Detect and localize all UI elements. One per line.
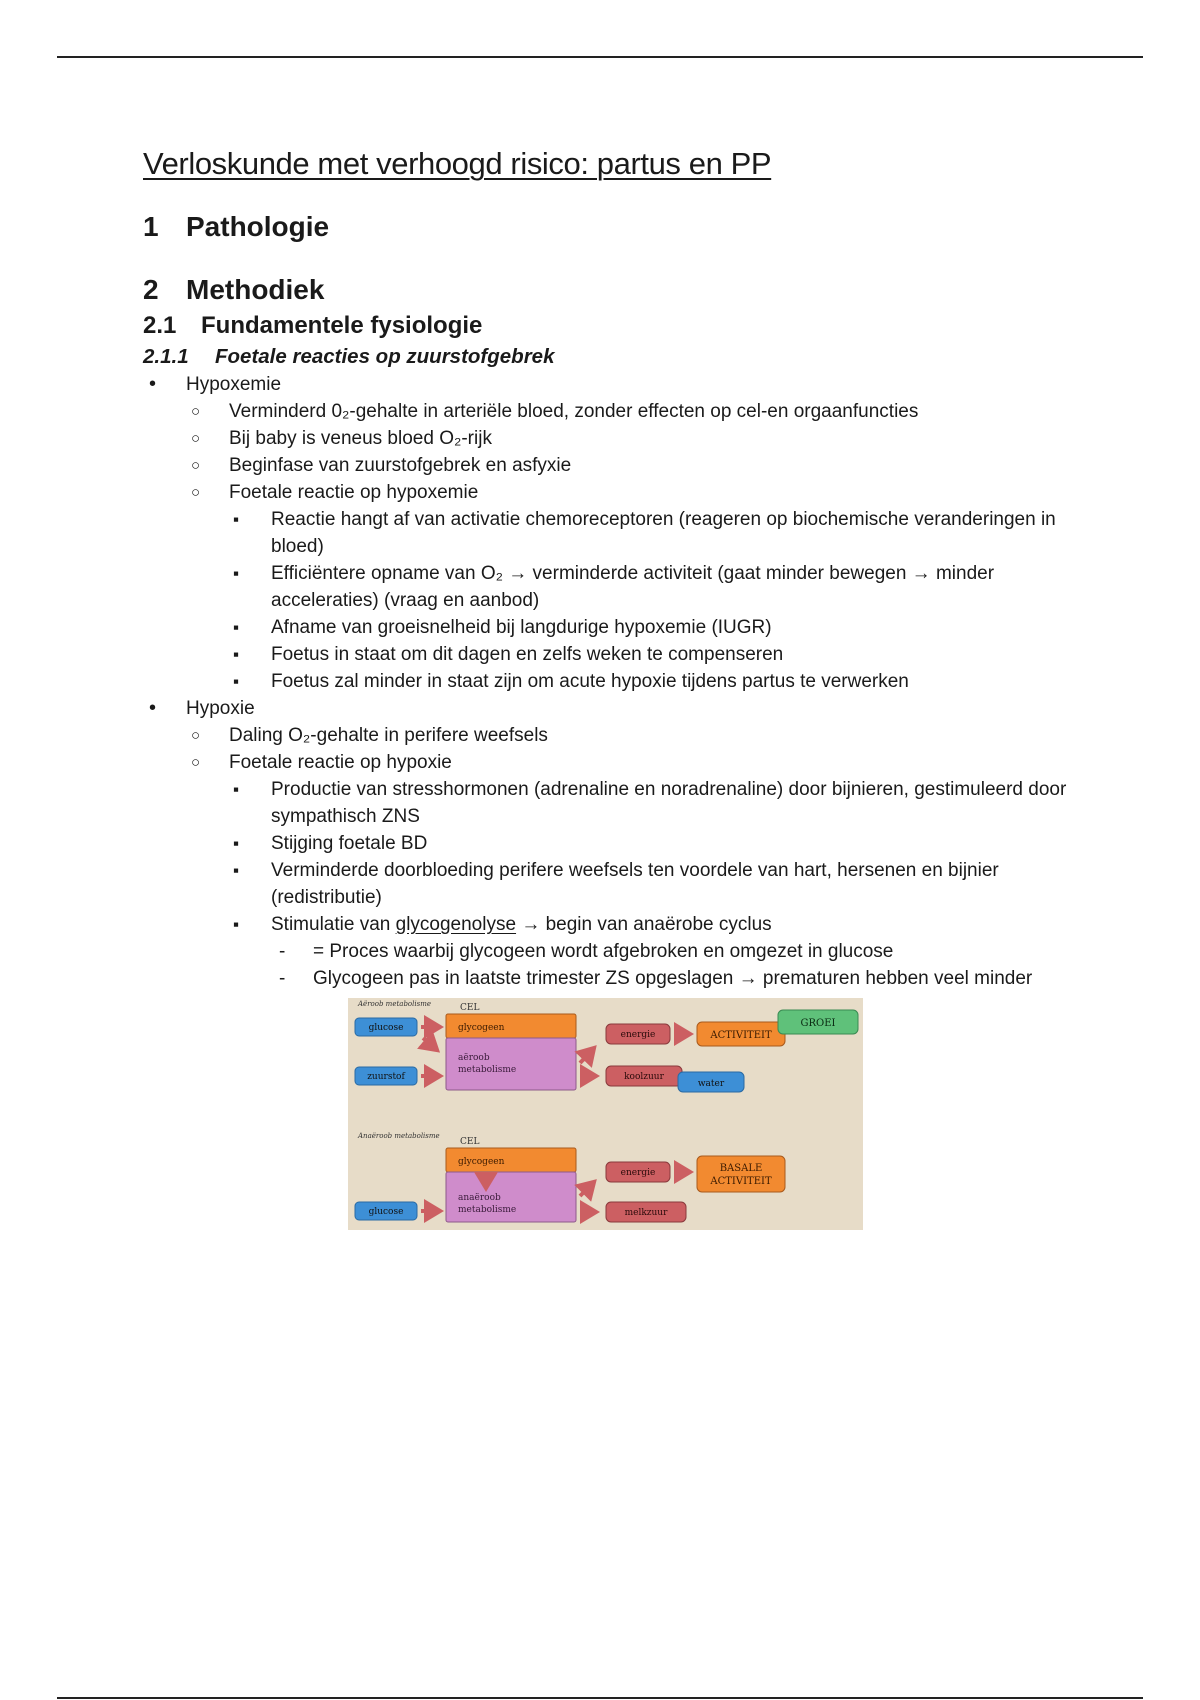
- energie-label: energie: [620, 1030, 656, 1040]
- list-item: ▪ Productie van stresshormonen (adrenaline en noradrenaline) door bijnieren, gestimuleerd door sympathisch ZNS: [229, 776, 1083, 830]
- list-item-hypoxemie: • Hypoxemie ○ Verminderd 0₂-gehalte in arteriële bloed, zonder effecten op cel-en orgaanfuncties ○ Bij baby is veneus bloed O₂-rijk ○ Beginfase van zuurstofgebrek en asfyxie ○ Foetale reactie op hypoxemie ▪ Reactie hangt af van activatie chemoreceptoren (reageren op biochemische veranderingen in bloed) ▪ Efficiëntere opname van O₂ → verminderde activiteit (gaat minder bewegen → minder acceleraties) (vraag en aanbod) ▪ Afname van groeisnelheid bij langdurige hypoxemie (IUGR) ▪ Foetus in staat om dit dagen en zelfs weken te compenseren ▪ Foetus zal minder in staat zijn om acute hypoxie tijdens partus te verwerken: [143, 371, 1083, 695]
- aerobic-metabolisme-line1: aëroob: [458, 1053, 490, 1063]
- aerobic-metabolisme-line2: metabolisme: [458, 1065, 517, 1075]
- aerobic-section-label: Aëroob metabolisme: [358, 1000, 431, 1008]
- list-item: ▪ Foetus in staat om dit dagen en zelfs weken te compenseren: [229, 641, 1083, 668]
- list-item: ▪ Stijging foetale BD: [229, 830, 1083, 857]
- heading-number: 1: [143, 211, 159, 242]
- heading-text: Pathologie: [186, 211, 330, 242]
- list-item: ○ Beginfase van zuurstofgebrek en asfyxie: [186, 452, 1083, 479]
- cel-label: CEL: [460, 1137, 480, 1147]
- activiteit-label: ACTIVITEIT: [710, 1030, 772, 1041]
- energie-label: energie: [620, 1168, 656, 1178]
- heading-pathologie: [143, 211, 1083, 243]
- footer-rule: [57, 1697, 1143, 1699]
- aerobic-metabolisme-box: [446, 1038, 576, 1090]
- heading-number: 2.1: [143, 312, 177, 339]
- melkzuur-label: melkzuur: [624, 1208, 668, 1218]
- metabolism-diagram: [348, 998, 863, 1230]
- cel-label: CEL: [460, 1003, 480, 1013]
- zuurstof-label: zuurstof: [367, 1072, 405, 1082]
- heading-text: Fundamentele fysiologie: [201, 312, 483, 339]
- list-item: ▪ Afname van groeisnelheid bij langdurige hypoxemie (IUGR): [229, 614, 1083, 641]
- list-item: - = Proces waarbij glycogeen wordt afgebroken en omgezet in glucose: [271, 938, 1083, 965]
- glucose-label: glucose: [368, 1207, 404, 1217]
- glycogeen-label: glycogeen: [458, 1023, 505, 1033]
- heading-foetale-reacties: [143, 345, 1083, 369]
- list-item: ○ Bij baby is veneus bloed O₂-rijk: [186, 425, 1083, 452]
- heading-fundamentele-fysiologie: [143, 312, 1083, 340]
- list-item: ○ Foetale reactie op hypoxie ▪ Productie van stresshormonen (adrenaline en noradrenaline) door bijnieren, gestimuleerd door sympathisch ZNS ▪ Stijging foetale BD ▪ Verminderde doorbloeding perifere weefsels ten voordele van hart, hersenen en bijnier (redistributie) ▪ Stimulatie van glycogenolyse → begin van anaërobe cyclus - = Proces waarbij glycogeen wordt afgebroken en omgezet in glucose - Glycogeen pas in laatste trimester ZS opgeslagen → prematuren hebben veel minder: [186, 749, 1083, 992]
- anaerobic-section-label: Anaëroob metabolisme: [358, 1132, 440, 1140]
- groei-label: GROEI: [800, 1018, 836, 1029]
- bullet-list: [143, 371, 1083, 992]
- basale-label-line1: BASALE: [719, 1163, 763, 1174]
- basale-label-line2: ACTIVITEIT: [710, 1176, 772, 1187]
- list-item: ○ Verminderd 0₂-gehalte in arteriële bloed, zonder effecten op cel-en orgaanfuncties: [186, 398, 1083, 425]
- heading-text: Foetale reacties op zuurstofgebrek: [215, 345, 555, 368]
- glycogenolyse-term: glycogenolyse: [395, 914, 517, 935]
- header-rule: [57, 56, 1143, 58]
- anaerobic-metabolisme-line1: anaëroob: [458, 1193, 501, 1203]
- heading-number: 2: [143, 274, 159, 305]
- list-item: ▪ Foetus zal minder in staat zijn om acute hypoxie tijdens partus te verwerken: [229, 668, 1083, 695]
- heading-methodiek: [143, 274, 1083, 306]
- glycogeen-label: glycogeen: [458, 1157, 505, 1167]
- list-item: ▪ Verminderde doorbloeding perifere weefsels ten voordele van hart, hersenen en bijnier (redistributie): [229, 857, 1083, 911]
- document-title: Verloskunde met verhoogd risico: partus en PP: [143, 146, 772, 181]
- list-item: ▪ Stimulatie van glycogenolyse → begin van anaërobe cyclus - = Proces waarbij glycogeen wordt afgebroken en omgezet in glucose - Glycogeen pas in laatste trimester ZS opgeslagen → prematuren hebben veel minder: [229, 911, 1083, 992]
- koolzuur-label: koolzuur: [624, 1072, 664, 1082]
- list-item: - Glycogeen pas in laatste trimester ZS opgeslagen → prematuren hebben veel minder: [271, 965, 1083, 992]
- heading-number: 2.1.1: [143, 345, 189, 368]
- list-item: ○ Foetale reactie op hypoxemie ▪ Reactie hangt af van activatie chemoreceptoren (reageren op biochemische veranderingen in bloed) ▪ Efficiëntere opname van O₂ → verminderde activiteit (gaat minder bewegen → minder acceleraties) (vraag en aanbod) ▪ Afname van groeisnelheid bij langdurige hypoxemie (IUGR) ▪ Foetus in staat om dit dagen en zelfs weken te compenseren ▪ Foetus zal minder in staat zijn om acute hypoxie tijdens partus te verwerken: [186, 479, 1083, 695]
- heading-text: Methodiek: [186, 274, 325, 305]
- list-item: ○ Daling O₂-gehalte in perifere weefsels: [186, 722, 1083, 749]
- list-item: ▪ Efficiëntere opname van O₂ → verminderde activiteit (gaat minder bewegen → minder acceleraties) (vraag en aanbod): [229, 560, 1083, 614]
- metabolism-diagram-svg: [348, 998, 863, 1230]
- list-item-hypoxie: • Hypoxie ○ Daling O₂-gehalte in perifere weefsels ○ Foetale reactie op hypoxie ▪ Productie van stresshormonen (adrenaline en noradrenaline) door bijnieren, gestimuleerd door sympathisch ZNS ▪ Stijging foetale BD ▪ Verminderde doorbloeding perifere weefsels ten voordele van hart, hersenen en bijnier (redistributie) ▪ Stimulatie van glycogenolyse → begin van anaërobe cyclus - = Proces waarbij glycogeen wordt afgebroken en omgezet in glucose - Glycogeen pas in laatste trimester ZS opgeslagen → prematuren hebben veel minder: [143, 695, 1083, 992]
- water-label: water: [697, 1079, 725, 1089]
- glucose-label: glucose: [368, 1023, 404, 1033]
- anaerobic-metabolisme-line2: metabolisme: [458, 1205, 517, 1215]
- document-body: [143, 146, 1083, 1230]
- list-item: ▪ Reactie hangt af van activatie chemoreceptoren (reageren op biochemische veranderingen in bloed): [229, 506, 1083, 560]
